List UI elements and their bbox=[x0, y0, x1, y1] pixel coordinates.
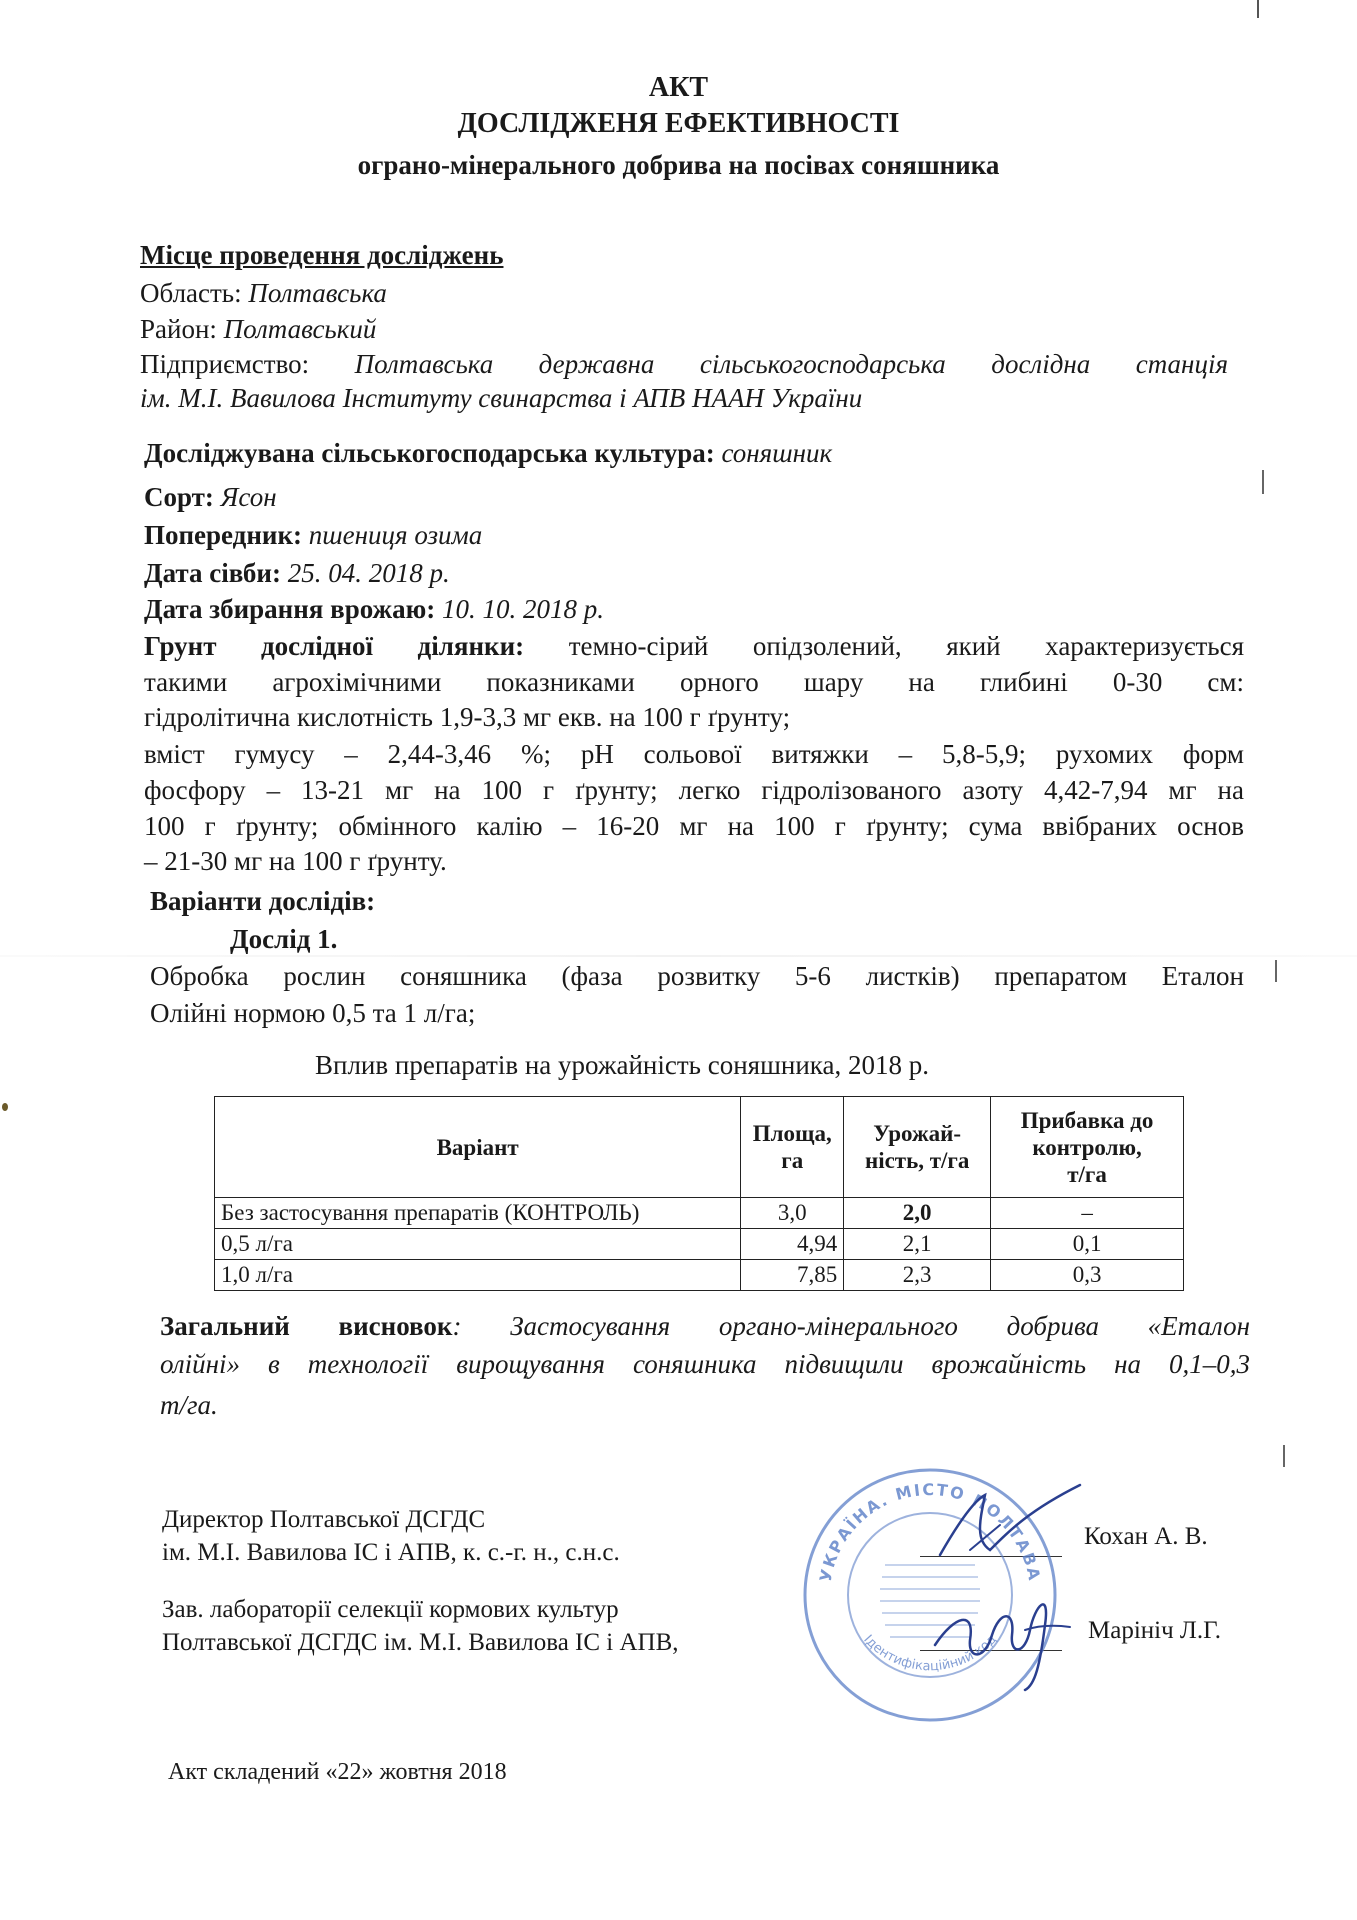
harvest-line bbox=[144, 592, 604, 626]
header-variant: Варіант bbox=[215, 1097, 741, 1198]
soil-text-3: гідролітична кислотність 1,9-3,3 мг екв. на 100 г ґрунту; bbox=[144, 702, 791, 732]
soil-text-4: вміст гумусу – 2,44-3,46 %; рН сольової витяжки – 5,8-5,9; рухомих форм bbox=[144, 739, 1244, 769]
culture-line bbox=[144, 436, 832, 470]
doc-subject: ограно-мінерального добрива на посівах соняшника bbox=[357, 150, 1000, 180]
doc-subtitle: ДОСЛІДЖЕНЯ ЕФЕКТИВНОСТІ bbox=[457, 108, 900, 139]
lab-signature bbox=[930, 1585, 1080, 1695]
table-row bbox=[215, 1260, 1184, 1291]
soil-text-5: фосфору – 13-21 мг на 100 г ґрунту; легко гідролізованого азоту 4,42-7,94 мг на bbox=[144, 775, 1244, 805]
conclusion-label: Загальний висновок bbox=[160, 1311, 453, 1341]
lab-title-1: Зав. лабораторії селекції кормових культур bbox=[162, 1596, 619, 1623]
sowing-line bbox=[144, 556, 450, 590]
lab-title-2: Полтавської ДСГДС ім. М.І. Вавилова ІС і АПВ, bbox=[162, 1629, 679, 1656]
doc-title: АКТ bbox=[648, 72, 709, 103]
variety-label: Сорт: bbox=[144, 482, 214, 512]
predecessor-value: пшениця озима bbox=[308, 520, 483, 550]
enterprise-value-2: ім. М.І. Вавилова Інституту свинарства і АПВ НААН України bbox=[140, 383, 863, 413]
edge-mark bbox=[1283, 1445, 1285, 1467]
region-value: Полтавська bbox=[248, 278, 387, 308]
paper-spot bbox=[2, 1103, 8, 1111]
variant-desc-1: Обробка рослин соняшника (фаза розвитку 5-6 листків) препаратом Еталон bbox=[150, 961, 1244, 991]
cell-gain: 0,3 bbox=[991, 1260, 1184, 1291]
culture-value: соняшник bbox=[721, 438, 833, 468]
stamp-bottom-text: Ідентифікаційний код bbox=[860, 1632, 1000, 1675]
enterprise-line-1 bbox=[140, 346, 1228, 382]
enterprise-label: Підприємство: bbox=[140, 349, 310, 379]
header-gain-line-3: т/га bbox=[1067, 1161, 1107, 1187]
conclusion-line-1 bbox=[160, 1308, 1250, 1344]
conclusion-colon: : bbox=[452, 1311, 462, 1341]
act-date: Акт складений «22» жовтня 2018 bbox=[168, 1759, 507, 1785]
conclusion-text-3: т/га. bbox=[160, 1390, 218, 1420]
location-heading: Місце проведення досліджень bbox=[140, 240, 504, 270]
predecessor-line bbox=[144, 518, 482, 552]
conclusion-text-2: олійні» в технології вирощування соняшника підвищили врожайність на 0,1–0,3 bbox=[160, 1349, 1250, 1379]
predecessor-label: Попередник: bbox=[144, 520, 303, 550]
edge-mark bbox=[1257, 0, 1259, 18]
header-area-line-2: га bbox=[781, 1148, 804, 1173]
soil-text-1: темно-сірий опідзолений, який характеризується bbox=[568, 631, 1244, 661]
cell-area: 4,94 bbox=[741, 1229, 844, 1260]
variety-value: Ясон bbox=[220, 482, 277, 512]
region-label: Область: bbox=[140, 278, 242, 308]
paper-fold bbox=[0, 955, 1357, 957]
soil-text-6: 100 г ґрунту; обмінного калію – 16-20 мг на 100 г ґрунту; сума ввібраних основ bbox=[144, 811, 1244, 841]
region-line bbox=[140, 276, 387, 310]
director-signature bbox=[930, 1480, 1090, 1570]
table-row bbox=[215, 1198, 1184, 1229]
district-value: Полтавський bbox=[223, 314, 377, 344]
edge-mark bbox=[1275, 960, 1277, 982]
header-yield bbox=[844, 1097, 991, 1198]
edge-mark bbox=[1262, 470, 1264, 494]
header-yield-line-1: Урожай- bbox=[873, 1121, 962, 1146]
cell-area: 7,85 bbox=[741, 1260, 844, 1291]
soil-text-2: такими агрохімічними показниками орного шару на глибині 0-30 см: bbox=[144, 667, 1244, 697]
cell-variant: 1,0 л/га bbox=[215, 1260, 741, 1291]
table-row bbox=[215, 1229, 1184, 1260]
variant-desc-2: Олійні нормою 0,5 та 1 л/га; bbox=[150, 998, 476, 1028]
stamp-ring-text: УКРАЇНА. МІСТО ПОЛТАВА bbox=[815, 1479, 1045, 1584]
district-line bbox=[140, 312, 376, 346]
lab-name: Марініч Л.Г. bbox=[1088, 1617, 1222, 1644]
district-label: Район: bbox=[140, 314, 217, 344]
variants-heading: Варіанти дослідів: bbox=[150, 886, 376, 916]
table-caption: Вплив препаратів на урожайність соняшника, 2018 р. bbox=[315, 1050, 929, 1080]
cell-gain: – bbox=[991, 1198, 1184, 1229]
soil-line-1 bbox=[144, 628, 1244, 664]
director-name: Кохан А. В. bbox=[1084, 1523, 1208, 1550]
culture-label: Досліджувана сільськогосподарська культура: bbox=[144, 438, 715, 468]
sowing-label: Дата сівби: bbox=[144, 558, 281, 588]
conclusion-text-1: Застосування органо-мінерального добрива «Еталон bbox=[510, 1311, 1251, 1341]
header-area-line-1: Площа, bbox=[752, 1121, 832, 1146]
header-gain-line-2: контролю, bbox=[1032, 1134, 1142, 1160]
cell-yield: 2,3 bbox=[844, 1260, 991, 1291]
experiment-label: Дослід 1. bbox=[230, 924, 338, 954]
harvest-label: Дата збирання врожаю: bbox=[144, 594, 436, 624]
cell-area: 3,0 bbox=[741, 1198, 844, 1229]
cell-yield: 2,0 bbox=[844, 1198, 991, 1229]
soil-label: Грунт дослідної ділянки: bbox=[144, 631, 525, 661]
cell-variant: 0,5 л/га bbox=[215, 1229, 741, 1260]
soil-text-7: – 21-30 мг на 100 г ґрунту. bbox=[144, 846, 447, 876]
director-title-2: ім. М.І. Вавилова ІС і АПВ, к. с.-г. н., с.н.с. bbox=[162, 1539, 620, 1566]
yield-table bbox=[214, 1096, 1184, 1291]
header-gain bbox=[991, 1097, 1184, 1198]
header-yield-line-2: ність, т/га bbox=[864, 1148, 970, 1173]
harvest-value: 10. 10. 2018 р. bbox=[442, 594, 604, 624]
header-gain-line-1: Прибавка до bbox=[1020, 1107, 1154, 1133]
table-header-row bbox=[215, 1097, 1184, 1198]
cell-variant: Без застосування препаратів (КОНТРОЛЬ) bbox=[215, 1198, 741, 1229]
cell-yield: 2,1 bbox=[844, 1229, 991, 1260]
enterprise-value-1: Полтавська державна сільськогосподарська дослідна станція bbox=[354, 349, 1229, 379]
director-title-1: Директор Полтавської ДСГДС bbox=[162, 1506, 486, 1533]
variety-line bbox=[144, 480, 277, 514]
cell-gain: 0,1 bbox=[991, 1229, 1184, 1260]
sowing-value: 25. 04. 2018 р. bbox=[287, 558, 450, 588]
header-area bbox=[741, 1097, 844, 1198]
